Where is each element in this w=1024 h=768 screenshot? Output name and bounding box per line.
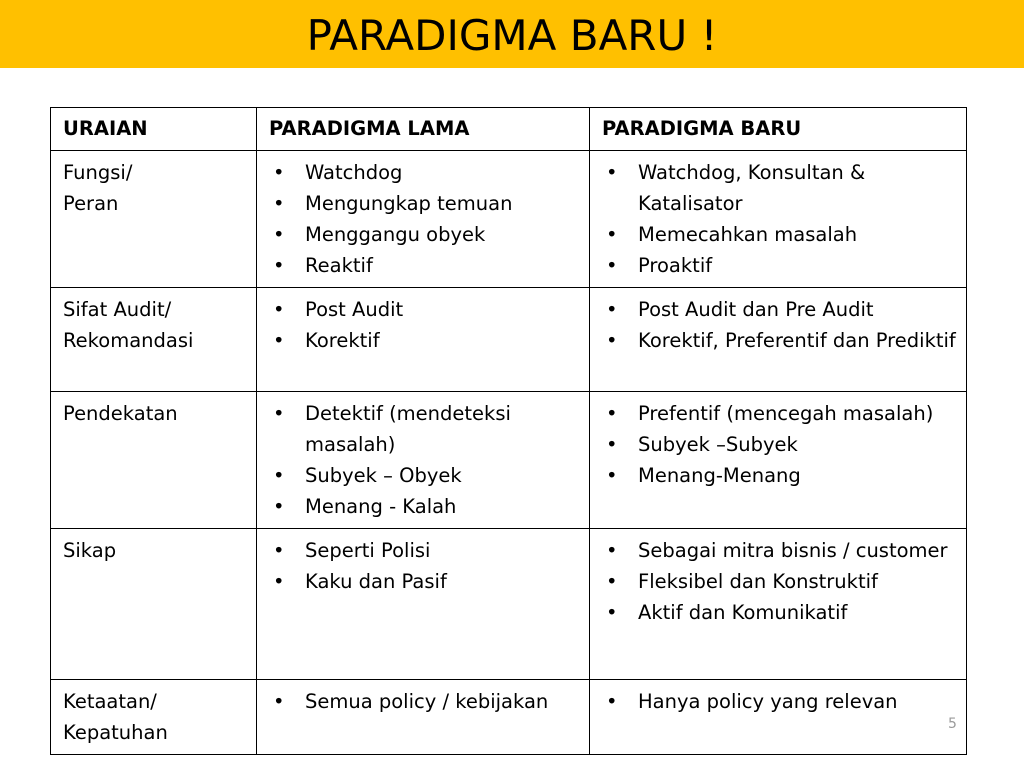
list-item: • Subyek – Obyek <box>269 460 579 491</box>
bullet-icon: • <box>273 329 285 352</box>
list-item: • Mengungkap temuan <box>269 188 579 219</box>
lama-cell <box>257 680 590 755</box>
uraian-line: Peran <box>63 192 119 215</box>
list-item: • Aktif dan Komunikatif <box>602 597 956 628</box>
bullet-icon: • <box>606 690 618 713</box>
bullet-icon: • <box>273 539 285 562</box>
uraian-line: Pendekatan <box>63 402 178 425</box>
baru-cell <box>590 151 967 288</box>
bullet-icon: • <box>606 329 618 352</box>
lama-cell <box>257 392 590 529</box>
slide-number: 5 <box>948 716 957 732</box>
list-item: • Seperti Polisi <box>269 535 579 566</box>
list-item: • Watchdog, Konsultan & Katalisator <box>602 157 956 219</box>
bullet-icon: • <box>273 192 285 215</box>
bullet-icon: • <box>273 254 285 277</box>
bullet-icon: • <box>606 254 618 277</box>
lama-cell <box>257 529 590 680</box>
bullet-icon: • <box>606 570 618 593</box>
bullet-icon: • <box>273 690 285 713</box>
baru-cell <box>590 288 967 392</box>
bullet-icon: • <box>606 433 618 456</box>
list-item: • Reaktif <box>269 250 579 281</box>
list-item: • Sebagai mitra bisnis / customer <box>602 535 956 566</box>
list-item: • Menang - Kalah <box>269 491 579 522</box>
uraian-line: Ketaatan/ <box>63 690 157 713</box>
uraian-cell <box>51 151 257 288</box>
table-row <box>51 392 967 529</box>
bullet-icon: • <box>273 298 285 321</box>
bullet-icon: • <box>606 161 618 184</box>
uraian-cell <box>51 680 257 755</box>
list-item: • Prefentif (mencegah masalah) <box>602 398 956 429</box>
table-row <box>51 288 967 392</box>
bullet-icon: • <box>273 495 285 518</box>
bullet-icon: • <box>606 223 618 246</box>
list-item: • Menggangu obyek <box>269 219 579 250</box>
lama-cell <box>257 151 590 288</box>
list-item: • Subyek –Subyek <box>602 429 956 460</box>
list-item: • Post Audit dan Pre Audit <box>602 294 956 325</box>
uraian-line: Sifat Audit/ <box>63 298 172 321</box>
bullet-icon: • <box>273 161 285 184</box>
list-item: • Memecahkan masalah <box>602 219 956 250</box>
list-item: • Korektif, Preferentif dan Prediktif <box>602 325 956 356</box>
list-item: • Detektif (mendeteksi masalah) <box>269 398 579 460</box>
lama-cell <box>257 288 590 392</box>
uraian-line: Rekomandasi <box>63 329 194 352</box>
uraian-line: Sikap <box>63 539 117 562</box>
list-item: • Korektif <box>269 325 579 356</box>
header-uraian: URAIAN <box>51 108 257 151</box>
bullet-icon: • <box>273 464 285 487</box>
bullet-icon: • <box>606 298 618 321</box>
table-row <box>51 680 967 755</box>
table-row <box>51 151 967 288</box>
list-item: • Fleksibel dan Konstruktif <box>602 566 956 597</box>
baru-cell <box>590 392 967 529</box>
bullet-icon: • <box>273 570 285 593</box>
bullet-icon: • <box>273 402 285 425</box>
uraian-cell <box>51 392 257 529</box>
slide-title: PARADIGMA BARU ! <box>306 11 718 60</box>
list-item: • Post Audit <box>269 294 579 325</box>
list-item: • Menang-Menang <box>602 460 956 491</box>
table-header-row <box>51 108 967 151</box>
bullet-icon: • <box>606 464 618 487</box>
comparison-table <box>50 107 967 755</box>
bullet-icon: • <box>606 402 618 425</box>
uraian-cell <box>51 529 257 680</box>
uraian-cell <box>51 288 257 392</box>
bullet-icon: • <box>606 601 618 624</box>
baru-cell <box>590 680 967 755</box>
header-paradigma-lama: PARADIGMA LAMA <box>257 108 590 151</box>
uraian-line: Fungsi/ <box>63 161 133 184</box>
baru-cell <box>590 529 967 680</box>
uraian-line: Kepatuhan <box>63 721 168 744</box>
list-item: • Watchdog <box>269 157 579 188</box>
list-item: • Semua policy / kebijakan <box>269 686 579 717</box>
bullet-icon: • <box>273 223 285 246</box>
table-row <box>51 529 967 680</box>
list-item: • Hanya policy yang relevan <box>602 686 956 717</box>
bullet-icon: • <box>606 539 618 562</box>
list-item: • Kaku dan Pasif <box>269 566 579 597</box>
header-paradigma-baru: PARADIGMA BARU <box>590 108 967 151</box>
list-item: • Proaktif <box>602 250 956 281</box>
